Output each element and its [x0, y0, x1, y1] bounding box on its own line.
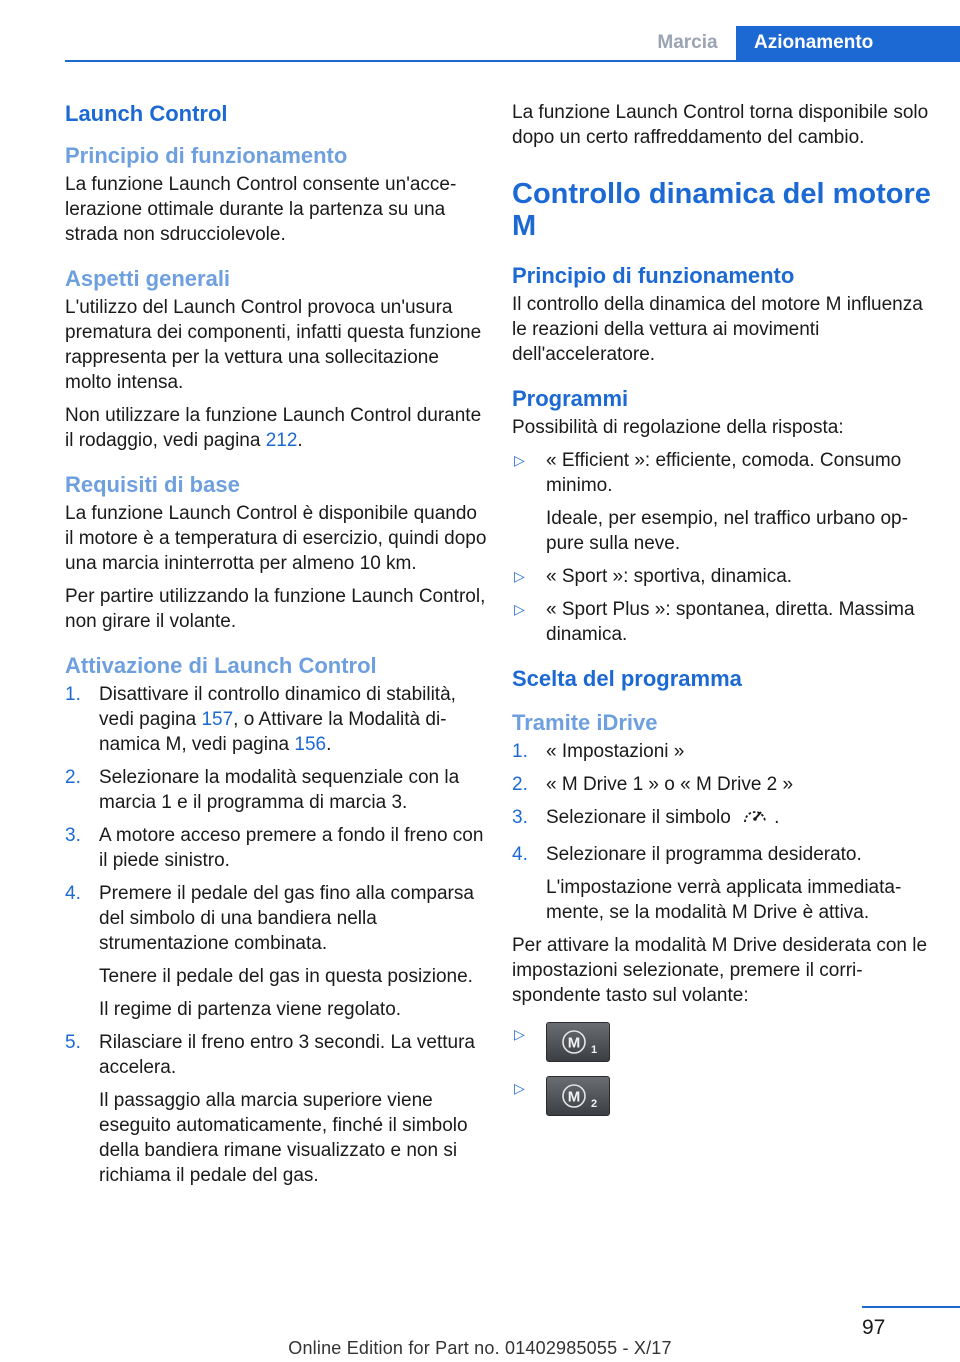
heading-attivazione: Attivazione di Launch Control — [65, 653, 377, 678]
text-requisiti-2: Per partire utilizzando la funzione Launch Control, non girare il volante. — [65, 586, 486, 632]
list-item: 3. A motore acceso premere a fondo il freno con il piede sinistro. — [65, 825, 484, 871]
list-item: ▷ « Sport Plus »: spontanea, diretta. Massima dinamica. — [514, 599, 915, 645]
section-principio — [65, 142, 490, 247]
text-programmi-intro: Possibilità di regolazione della risposta: — [512, 417, 844, 438]
section-aspetti — [65, 265, 490, 453]
svg-text:1: 1 — [591, 1044, 598, 1056]
header-chapter-tab: Azionamento — [736, 26, 960, 60]
left-column — [65, 100, 490, 1206]
list-item: 2. Selezionare la modalità sequenziale con la marcia 1 e il programma di marcia 3. — [65, 767, 460, 813]
header-section-tab: Marcia — [657, 32, 718, 53]
heading-aspetti: Aspetti generali — [65, 266, 231, 291]
list-item: 1. « Impostazioni » — [512, 741, 685, 762]
list-item: 1. Disattivare il controllo dinamico di stabilità, vedi pagina 157, o Attivare la Modalità dinamica M, vedi pagina 156. — [65, 684, 456, 755]
list-item: 3. Selezionare il simbolo . — [512, 805, 937, 834]
section-scelta — [512, 665, 937, 1116]
programmi-list — [512, 448, 937, 647]
page-link-212[interactable]: 212 — [265, 430, 298, 451]
section-requisiti — [65, 471, 490, 634]
section-attivazione — [65, 652, 490, 1188]
triangle-bullet-icon: ▷ — [514, 1080, 525, 1096]
list-item — [512, 1076, 937, 1116]
text-principio: La funzione Launch Control consente un'accelerazione ottimale durante la partenza su una strada non sdrucciolevole. — [65, 174, 457, 245]
list-item: ▷ « Efficient »: efficiente, comoda. Consumo minimo. — [514, 450, 902, 496]
list-item-subtext: Tenere il pedale del gas in questa posizione. — [99, 966, 473, 987]
page-number: 97 — [862, 1316, 886, 1339]
page-number-rule — [862, 1306, 960, 1308]
svg-text:M: M — [567, 1088, 581, 1106]
text-requisiti-1: La funzione Launch Control è disponibile quando il motore è a temperatura di esercizio, quindi dopo una marcia ininterrotta per almeno 10 km. — [65, 503, 487, 574]
text-intro: La funzione Launch Control torna disponibile solo dopo un certo raffreddamento del cambio. — [512, 102, 929, 148]
section-title-controllo-dinamica: Controllo dinamica del motore M — [512, 178, 931, 242]
list-item: 2. « M Drive 1 » o « M Drive 2 » — [512, 774, 794, 795]
triangle-bullet-icon: ▷ — [514, 452, 525, 468]
list-item-subtext: Il regime di partenza viene regolato. — [99, 999, 402, 1020]
triangle-bullet-icon: ▷ — [514, 1026, 525, 1042]
text-attivare-mdrive: Per attivare la modalità M Drive desiderata con le impostazioni selezionate, premere il corrispondente tasto sul volante: — [512, 935, 928, 1006]
svg-text:2: 2 — [591, 1098, 598, 1110]
list-item-subtext: L'impostazione verrà applicata immediatamente, se la modalità M Drive è attiva. — [546, 877, 902, 923]
page-link-157[interactable]: 157 — [201, 709, 234, 730]
drive-mode-gauge-icon — [742, 805, 768, 834]
triangle-bullet-icon: ▷ — [514, 601, 525, 617]
section-principio-m — [512, 262, 937, 367]
heading-requisiti: Requisiti di base — [65, 472, 240, 497]
header-rule — [65, 60, 960, 62]
text-aspetti-1: L'utilizzo del Launch Control provoca un'usura prematura dei componenti, infatti questa funzione rappresenta per la vettura una sollecitazione molto intensa. — [65, 297, 482, 393]
page-link-156[interactable]: 156 — [294, 734, 327, 755]
scelta-steps — [512, 739, 937, 925]
right-column — [512, 100, 937, 1134]
text-principio-m: Il controllo della dinamica del motore M influenza le reazioni della vettura ai movimenti dell'acceleratore. — [512, 294, 923, 365]
section-programmi — [512, 385, 937, 647]
m2-button-icon — [546, 1076, 610, 1116]
svg-text:M: M — [567, 1034, 581, 1052]
section-title-launch-control: Launch Control — [65, 101, 228, 126]
list-item: 5. Rilasciare il freno entro 3 secondi. La vettura accelera. — [65, 1032, 475, 1078]
triangle-bullet-icon: ▷ — [514, 568, 525, 584]
footer-edition: Online Edition for Part no. 01402985055 - X/17 — [288, 1338, 672, 1358]
heading-scelta: Scelta del programma — [512, 666, 742, 691]
list-item-subtext: Il passaggio alla marcia superiore viene eseguito automaticamente, finché il simbolo della bandiera rimane visualizzato e non si richiama il pedale del gas. — [99, 1090, 468, 1186]
list-item: 4. Selezionare il programma desiderato. — [512, 844, 862, 865]
attivazione-steps — [65, 682, 490, 1188]
heading-principio-m: Principio di funzionamento — [512, 263, 795, 288]
m1-button-icon — [546, 1022, 610, 1062]
text-aspetti-2: Non utilizzare la funzione Launch Control durante il rodaggio, vedi pagina 212. — [65, 405, 482, 451]
list-item — [512, 1022, 937, 1062]
heading-tramite-idrive: Tramite iDrive — [512, 710, 658, 735]
list-item-subtext: Ideale, per esempio, nel traffico urbano oppure sulla neve. — [546, 508, 908, 554]
heading-principio: Principio di funzionamento — [65, 143, 348, 168]
heading-programmi: Programmi — [512, 386, 629, 411]
list-item: 4. Premere il pedale del gas fino alla comparsa del simbolo di una bandiera nella strumentazione combinata. — [65, 883, 474, 954]
list-item: ▷ « Sport »: sportiva, dinamica. — [514, 566, 793, 587]
